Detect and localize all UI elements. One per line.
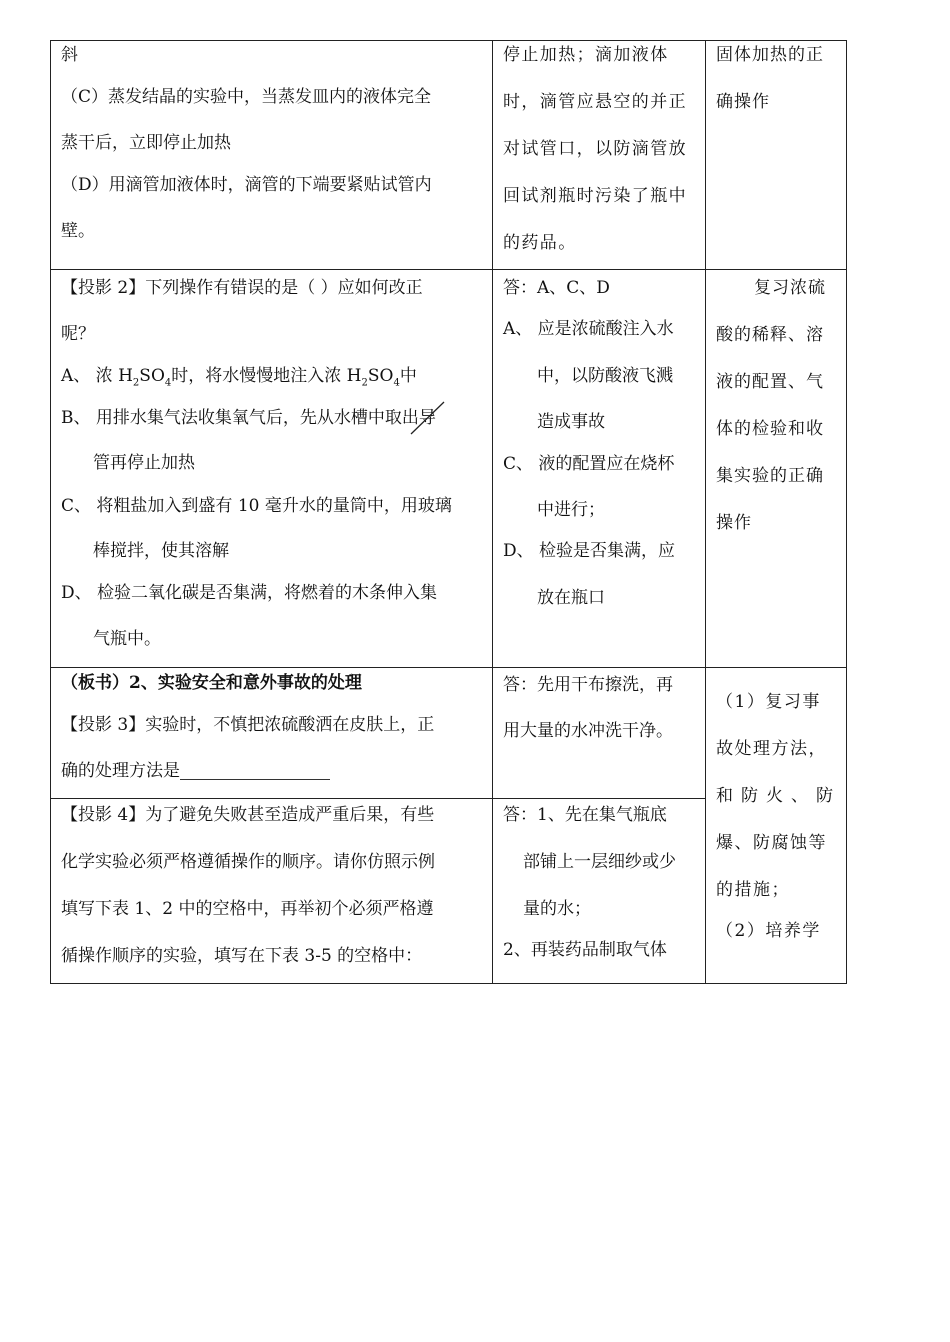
row34-right-line: 故处理方法， bbox=[716, 739, 827, 759]
row1-left-line: 壁。 bbox=[61, 221, 95, 241]
row2-right-line: 集实验的正确 bbox=[716, 466, 824, 486]
option-a: A、 浓 $H_2SO_4$时，将水慢慢地注入浓 $H_2SO_4$中 bbox=[61, 366, 417, 389]
row2-answer-line: 中进行； bbox=[537, 500, 605, 520]
row2-right-line: 复习浓硫 bbox=[754, 278, 826, 298]
row1-right-line: 固体加热的正 bbox=[716, 45, 824, 65]
row2-right-line: 体的检验和收 bbox=[716, 419, 824, 439]
row1-mid-line: 对试管口，以防滴管放 bbox=[503, 139, 687, 159]
projection4-line: 填写下表 1、2 中的空格中，再举初个必须严格遵 bbox=[61, 899, 434, 919]
row2-right-line: 液的配置、气 bbox=[716, 372, 824, 392]
option-d: D、 检验二氧化碳是否集满，将燃着的木条伸入集 bbox=[61, 583, 438, 603]
row1-mid-line: 停止加热；滴加液体 bbox=[503, 45, 669, 65]
row4-answer-line: 量的水； bbox=[523, 899, 591, 919]
row34-right-line: （2）培养学 bbox=[716, 921, 821, 941]
row34-right-line: （1）复习事 bbox=[716, 692, 821, 712]
row4-answer-line: 部铺上一层细纱或少 bbox=[523, 852, 676, 872]
projection4-line: 化学实验必须严格遵循操作的顺序。请你仿照示例 bbox=[61, 852, 435, 872]
row34-right-cell bbox=[716, 0, 841, 983]
row1-mid-line: 时，滴管应悬空的并正 bbox=[503, 92, 687, 112]
row2-answer-line: 答：A、C、D bbox=[503, 278, 610, 298]
column-divider-1 bbox=[492, 40, 493, 984]
row2-right-line: 酸的稀释、溶 bbox=[716, 325, 824, 345]
row1-mid-line: 的药品。 bbox=[503, 233, 577, 253]
row3-answer-line: 用大量的水冲洗干净。 bbox=[503, 721, 673, 741]
row1-left-line: （C）蒸发结晶的实验中，当蒸发皿内的液体完全 bbox=[61, 87, 432, 107]
option-d-cont: 气瓶中。 bbox=[93, 629, 161, 649]
row34-right-line: 和防火、防 bbox=[716, 786, 841, 806]
row1-right-line: 确操作 bbox=[716, 92, 770, 112]
row2-answer-line: A、 应是浓硫酸注入水 bbox=[503, 319, 674, 339]
row2-answer-line: 造成事故 bbox=[537, 412, 605, 432]
row3-answer-line: 答：先用干布擦洗，再 bbox=[503, 675, 673, 695]
row2-answer-line: D、 检验是否集满，应 bbox=[503, 541, 676, 561]
option-c: C、 将粗盐加入到盛有 10 毫升水的量筒中，用玻璃 bbox=[61, 496, 452, 516]
row4-left-cell bbox=[61, 0, 486, 983]
row1-left-line: 蒸干后，立即停止加热 bbox=[61, 133, 231, 153]
row1-left-line: （D）用滴管加液体时，滴管的下端要紧贴试管内 bbox=[61, 175, 432, 195]
row4-answer-line: 答：1、先在集气瓶底 bbox=[503, 805, 667, 825]
row4-mid-cell bbox=[503, 0, 698, 983]
row2-right-line: 操作 bbox=[716, 513, 752, 533]
projection3-question-cont: 确的处理方法是 bbox=[61, 761, 330, 781]
projection2-question: 【投影 2】下列操作有错误的是（ ）应如何改正 bbox=[61, 278, 423, 298]
table-bottom-border bbox=[50, 983, 847, 984]
option-c-cont: 棒搅拌，使其溶解 bbox=[93, 541, 229, 561]
row2-answer-line: C、 液的配置应在烧杯 bbox=[503, 454, 675, 474]
row1-mid-line: 回试剂瓶时污染了瓶中 bbox=[503, 186, 687, 206]
row1-left-line: 斜 bbox=[61, 45, 78, 65]
section-heading: （板书）2、实验安全和意外事故的处理 bbox=[61, 673, 362, 693]
column-divider-2 bbox=[705, 40, 706, 984]
row2-answer-line: 中，以防酸液飞溅 bbox=[537, 366, 673, 386]
row4-answer-line: 2、再装药品制取气体 bbox=[503, 940, 667, 960]
table-right-border bbox=[846, 40, 847, 984]
projection4-line: 【投影 4】为了避免失败甚至造成严重后果，有些 bbox=[61, 805, 435, 825]
option-b: B、 用排水集气法收集氧气后，先从水槽中取出导 bbox=[61, 408, 436, 428]
option-b-cont: 管再停止加热 bbox=[93, 453, 195, 473]
table-left-border bbox=[50, 40, 51, 984]
row34-right-line: 的措施； bbox=[716, 880, 790, 900]
projection4-line: 循操作顺序的实验，填写在下表 3-5 的空格中： bbox=[61, 946, 423, 966]
row2-answer-line: 放在瓶口 bbox=[537, 588, 605, 608]
projection2-question-cont: 呢？ bbox=[61, 324, 95, 344]
projection3-question: 【投影 3】实验时，不慎把浓硫酸洒在皮肤上，正 bbox=[61, 715, 435, 735]
row34-right-line: 爆、防腐蚀等 bbox=[716, 833, 827, 853]
